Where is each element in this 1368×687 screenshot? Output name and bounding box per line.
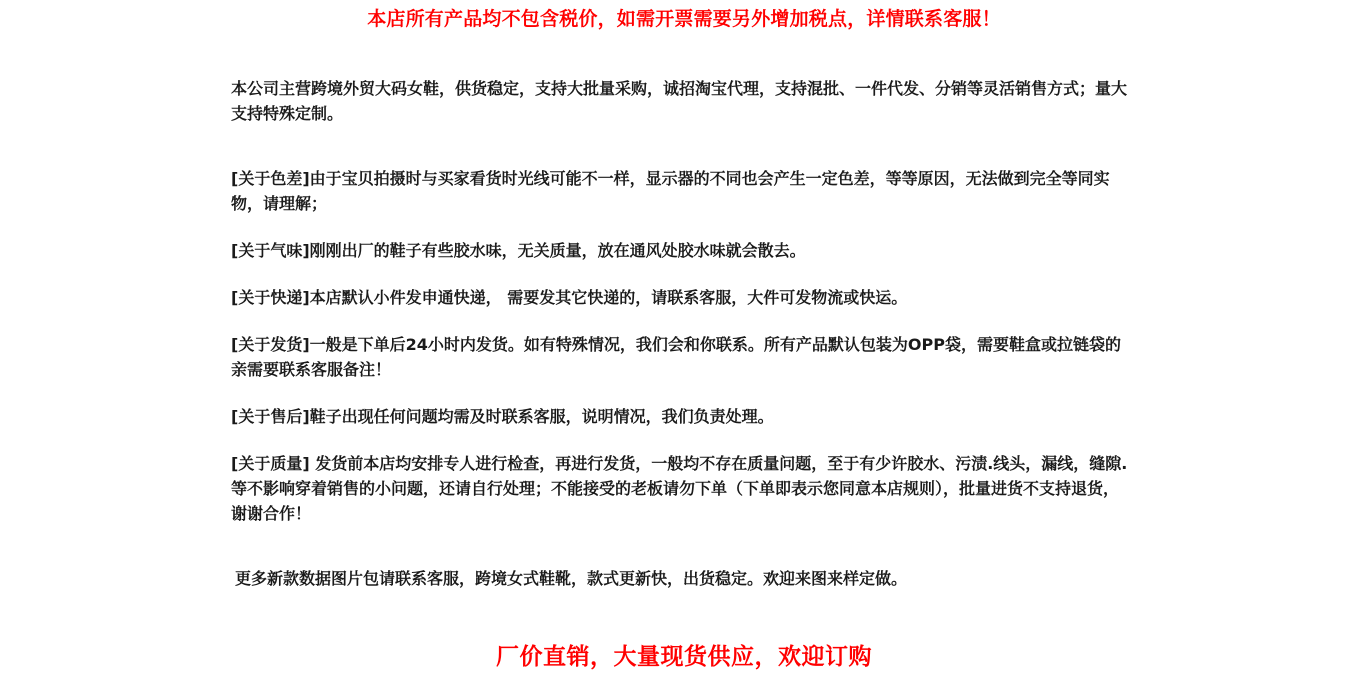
policy-shipping-courier: [关于快递]本店默认小件发申通快递， 需要发其它快递的，请联系客服，大件可发物流或快运。: [231, 288, 908, 307]
top-tax-notice: 本店所有产品均不包含税价，如需开票需要另外增加税点，详情联系客服！: [367, 8, 1001, 30]
policy-delivery: [关于发货]一般是下单后24小时内发货。如有特殊情况，我们会和你联系。所有产品默认包装为OPP袋，需要鞋盒或拉链袋的亲需要联系客服备注！: [231, 335, 1121, 379]
policy-after-sales: [关于售后]鞋子出现任何问题均需及时联系客服，说明情况，我们负责处理。: [231, 407, 774, 426]
shop-policy-content: [231, 76, 1131, 591]
policy-quality: [关于质量] 发货前本店均安排专人进行检查，再进行发货，一般均不存在质量问题，至于有少许胶水、污渍.线头，漏线，缝隙.等不影响穿着销售的小问题，还请自行处理；不能接受的老板请勿下单（下单即表示您同意本店规则），批量进货不支持退货，谢谢合作！: [231, 454, 1128, 523]
bottom-slogan: 厂价直销，大量现货供应，欢迎订购: [496, 644, 872, 670]
company-intro: 本公司主营跨境外贸大码女鞋，供货稳定，支持大批量采购，诚招淘宝代理，支持混批、一件代发、分销等灵活销售方式；量大支持特殊定制。: [231, 79, 1128, 123]
more-info-text: 更多新款数据图片包请联系客服，跨境女式鞋靴，款式更新快，出货稳定。欢迎来图来样定做。: [235, 569, 908, 588]
policy-odor: [关于气味]刚刚出厂的鞋子有些胶水味，无关质量，放在通风处胶水味就会散去。: [231, 241, 806, 260]
policy-color-difference: [关于色差]由于宝贝拍摄时与买家看货时光线可能不一样，显示器的不同也会产生一定色差，等等原因，无法做到完全等同实物，请理解；: [231, 169, 1110, 213]
